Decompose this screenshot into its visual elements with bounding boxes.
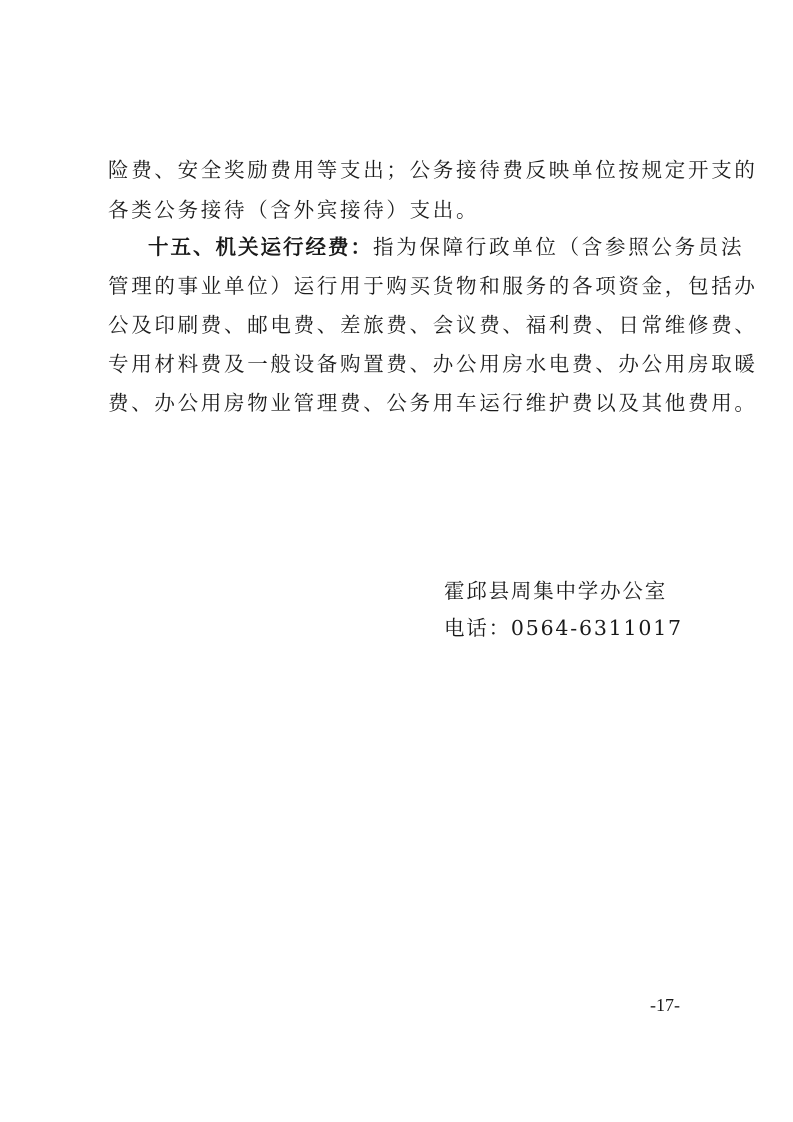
section-15-heading: 十五、机关运行经费： <box>148 235 373 259</box>
body-line-5: 公及印刷费、邮电费、差旅费、会议费、福利费、日常维修费、 <box>108 313 758 337</box>
body-line-1: 险费、安全奖励费用等支出；公务接待费反映单位按规定开支的 <box>108 158 758 182</box>
body-line-4: 管理的事业单位）运行用于购买货物和服务的各项资金，包括办 <box>108 274 758 298</box>
body-line-2: 各类公务接待（含外宾接待）支出。 <box>108 198 480 222</box>
body-line-6: 专用材料费及一般设备购置费、办公用房水电费、办公用房取暖 <box>108 352 758 376</box>
signature-phone: 电话：0564-6311017 <box>444 616 683 640</box>
page-number: -17- <box>650 995 680 1015</box>
body-line-7: 费、办公用房物业管理费、公务用车运行维护费以及其他费用。 <box>108 391 758 415</box>
section-15-text: 指为保障行政单位（含参照公务员法 <box>373 235 745 259</box>
section-15-paragraph <box>148 230 744 264</box>
signature-office: 霍邱县周集中学办公室 <box>444 579 667 603</box>
